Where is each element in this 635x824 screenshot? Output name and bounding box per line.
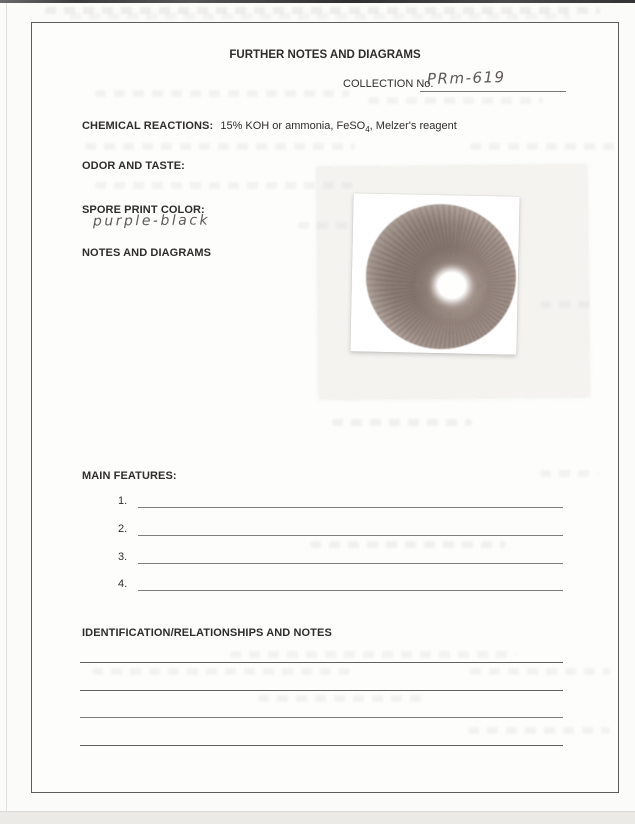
feature-line-3 [138,563,563,564]
bleedthrough-smudge [230,651,516,658]
bleedthrough-smudge [470,143,618,150]
notes-line-3 [80,717,563,718]
bleedthrough-smudge [70,13,570,20]
spore-print-color-label: SPORE PRINT COLOR: [82,204,205,216]
spore-print-color-value: purple-black [92,212,211,230]
bleedthrough-smudge [92,668,350,675]
bleedthrough-smudge [540,470,598,477]
scan-bottom-strip [0,811,635,824]
bleedthrough-smudge [85,143,355,150]
collection-number-label: COLLECTION No. [343,78,434,90]
feature-line-2 [138,535,563,536]
collection-number-line [420,91,566,92]
bleedthrough-smudge [95,90,350,97]
bleedthrough-smudge [95,182,353,189]
bleedthrough-smudge [310,541,506,548]
notes-and-diagrams-label: NOTES AND DIAGRAMS [82,247,212,259]
scan-left-edge [6,3,7,813]
feature-number-4: 4. [118,578,128,590]
chemical-reactions-value: 15% KOH or ammonia, FeSO$_4$, Melzer's reagent [220,120,457,135]
odor-and-taste-label: ODOR AND TASTE: [82,160,185,172]
main-features-label: MAIN FEATURES: [82,470,177,482]
chemical-reactions-row [82,120,457,136]
notes-line-4 [80,745,563,746]
notes-line-2 [80,690,563,691]
feature-number-1: 1. [118,495,128,507]
spore-print-photo [350,193,519,354]
bleedthrough-smudge [332,419,472,426]
spore-print-circle [364,203,517,351]
identification-label: IDENTIFICATION/RELATIONSHIPS AND NOTES [82,627,332,639]
feature-number-3: 3. [118,551,128,563]
collection-number-value: PRm-619 [426,67,506,89]
page-title: FURTHER NOTES AND DIAGRAMS [229,49,421,61]
feature-line-4 [138,590,563,591]
bleedthrough-smudge [368,97,543,104]
feature-line-1 [138,507,563,508]
feature-number-2: 2. [118,523,128,535]
subscript-4: 4 [365,125,370,135]
chemical-reactions-label: CHEMICAL REACTIONS: [82,120,214,132]
bleedthrough-smudge [468,727,610,734]
bleedthrough-smudge [258,695,426,702]
scan-top-edge [0,0,635,3]
form-border-box [31,22,619,793]
notes-line-1 [80,662,563,663]
bleedthrough-smudge [470,668,610,675]
